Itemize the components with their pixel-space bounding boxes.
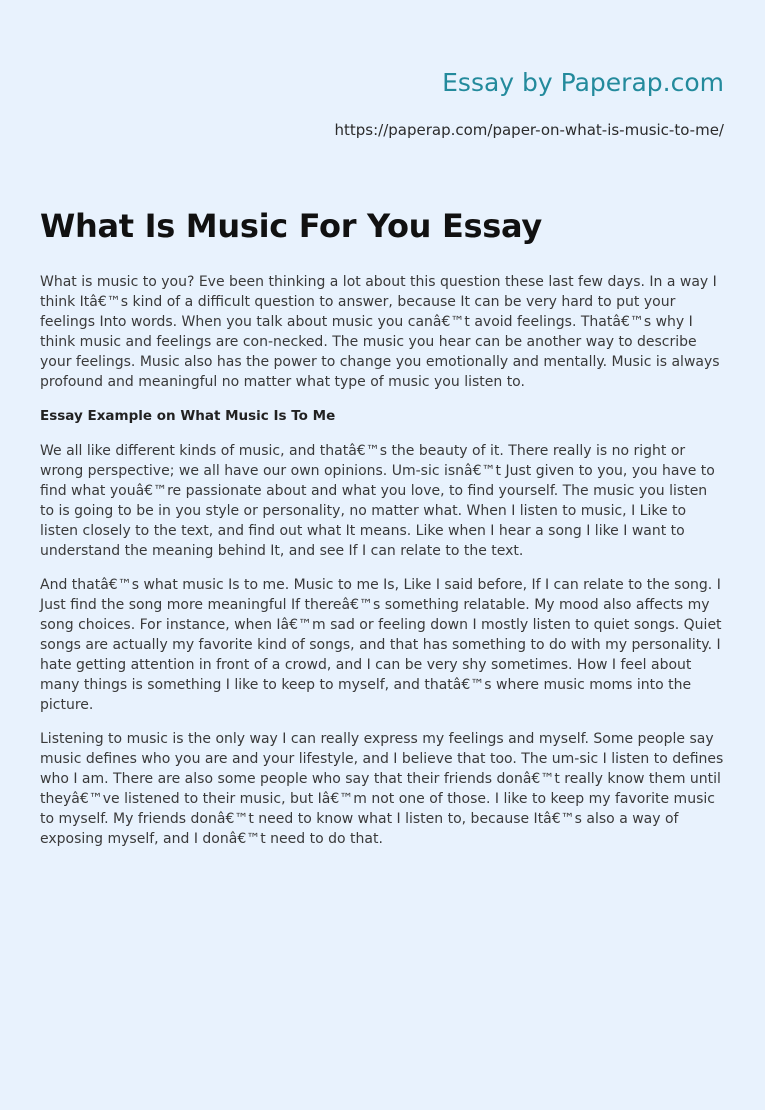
- essay-subheading: Essay Example on What Music Is To Me: [40, 408, 336, 424]
- source-url: https://paperap.com/paper-on-what-is-music-to-me/: [334, 121, 724, 139]
- essay-title: What Is Music For You Essay: [40, 207, 542, 245]
- essay-body: [40, 272, 724, 849]
- essay-paragraph: And thatâ€™s what music Is to me. Music to me Is, Like I said before, If I can relate to the song. I Just find the song more meaningful If thereâ€™s something relatable. My mood also affects my song choices. For instance, when Iâ€™m sad or feeling down I mostly listen to quiet songs. Quiet songs are actually my favorite kind of songs, and that has something to do with my personality. I hate getting attention in front of a crowd, and I can be very shy sometimes. How I feel about many things is something I like to keep to myself, and thatâ€™s where music moms into the picture.: [40, 577, 722, 713]
- essay-paragraph: We all like different kinds of music, and thatâ€™s the beauty of it. There really is no right or wrong perspective; we all have our own opinions. Um-sic isnâ€™t Just given to you, you have to find what youâ€™re passionate about and what you love, to find yourself. The music you listen to is going to be in you style or personality, no matter what. When I listen to music, I Like to listen closely to the text, and find out what It means. Like when I hear a song I like I want to understand the meaning behind It, and see If I can relate to the text.: [40, 443, 715, 559]
- essay-paragraph: What is music to you? Eve been thinking a lot about this question these last few days. In a way I think Itâ€™s kind of a difficult question to answer, because It can be very hard to put your feelings Into words. When you talk about music you canâ€™t avoid feelings. Thatâ€™s why I think music and feelings are con-necked. The music you hear can be another way to describe your feelings. Music also has the power to change you emotionally and mentally. Music is always profound and meaningful no matter what type of music you listen to.: [40, 274, 720, 390]
- page-header: [40, 0, 724, 140]
- site-brand-link[interactable]: Essay by Paperap.com: [442, 68, 724, 97]
- essay-paragraph: Listening to music is the only way I can really express my feelings and myself. Some people say music defines who you are and your lifestyle, and I believe that too. The um-sic I listen to defines who I am. There are also some people who say that their friends donâ€™t really know them until theyâ€™ve listened to their music, but Iâ€™m not one of those. I like to keep my favorite music to myself. My friends donâ€™t need to know what I listen to, because Itâ€™s also a way of exposing myself, and I donâ€™t need to do that.: [40, 731, 724, 847]
